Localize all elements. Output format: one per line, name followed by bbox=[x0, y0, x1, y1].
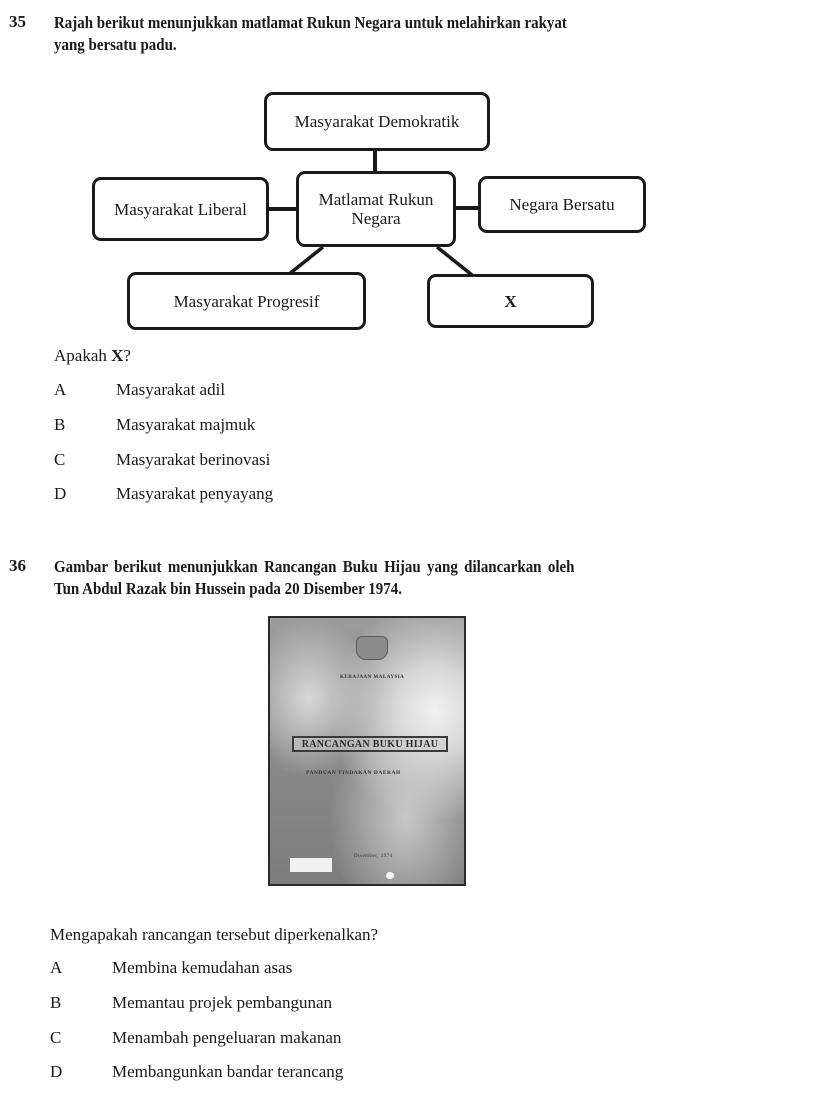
question-stem-line-1: Rajah berikut menunjukkan matlamat Rukun Negara untuk melahirkan rakyat bbox=[54, 13, 567, 32]
option-letter: A bbox=[50, 958, 63, 977]
cover-publisher: KERAJAAN MALAYSIA bbox=[340, 675, 405, 680]
option-text: Masyarakat penyayang bbox=[116, 484, 274, 503]
cover-library-label bbox=[290, 858, 332, 872]
node-top bbox=[264, 92, 490, 151]
node-center bbox=[296, 171, 456, 247]
book-cover-image bbox=[268, 616, 466, 886]
option-text: Menambah pengeluaran makanan bbox=[112, 1028, 342, 1047]
node-bottom-left-label: Masyarakat Progresif bbox=[173, 291, 320, 311]
option-letter: B bbox=[54, 415, 66, 434]
option-letter: D bbox=[50, 1062, 63, 1081]
question-stem-line-2: Tun Abdul Razak bin Hussein pada 20 Disember 1974. bbox=[54, 579, 402, 598]
option-text: Masyarakat berinovasi bbox=[116, 450, 271, 469]
option-letter: B bbox=[50, 993, 62, 1012]
node-bottom-right bbox=[427, 274, 594, 328]
option-letter: C bbox=[54, 450, 66, 469]
option-text: Membina kemudahan asas bbox=[112, 958, 293, 977]
node-left bbox=[92, 177, 269, 241]
question-number: 35 bbox=[9, 12, 26, 31]
diagonal-connectors bbox=[0, 0, 814, 340]
option-text: Masyarakat majmuk bbox=[116, 415, 256, 434]
question-stem-line-1: Gambar berikut menunjukkan Rancangan Buku Hijau yang dilancarkan oleh bbox=[54, 557, 575, 576]
node-bottom-left bbox=[127, 272, 366, 330]
option-text: Masyarakat adil bbox=[116, 380, 226, 399]
node-center-label: Matlamat Rukun Negara bbox=[318, 190, 434, 228]
cover-subtitle: PANDUAN TINDAKAN DAERAH bbox=[306, 770, 401, 776]
node-right bbox=[478, 176, 646, 233]
node-right-label: Negara Bersatu bbox=[509, 195, 615, 214]
node-left-label: Masyarakat Liberal bbox=[114, 199, 247, 219]
cover-stain bbox=[386, 872, 394, 879]
node-top-label: Masyarakat Demokratik bbox=[294, 112, 460, 131]
option-letter: D bbox=[54, 484, 67, 503]
question-number: 36 bbox=[9, 556, 26, 575]
coat-of-arms-icon bbox=[356, 636, 388, 660]
option-text: Membangunkan bandar terancang bbox=[112, 1062, 344, 1081]
option-letter: C bbox=[50, 1028, 62, 1047]
node-bottom-right-label: X bbox=[504, 291, 517, 311]
option-text: Memantau projek pembangunan bbox=[112, 993, 332, 1012]
question-prompt: Mengapakah rancangan tersebut diperkenalkan? bbox=[50, 925, 379, 944]
question-prompt: Apakah X? bbox=[54, 346, 131, 365]
cover-title: RANCANGAN BUKU HIJAU bbox=[292, 736, 448, 752]
question-stem bbox=[54, 556, 732, 600]
option-letter: A bbox=[54, 380, 67, 399]
cover-date: Disember, 1974 bbox=[354, 854, 393, 859]
question-stem-line-2: yang bersatu padu. bbox=[54, 35, 177, 54]
